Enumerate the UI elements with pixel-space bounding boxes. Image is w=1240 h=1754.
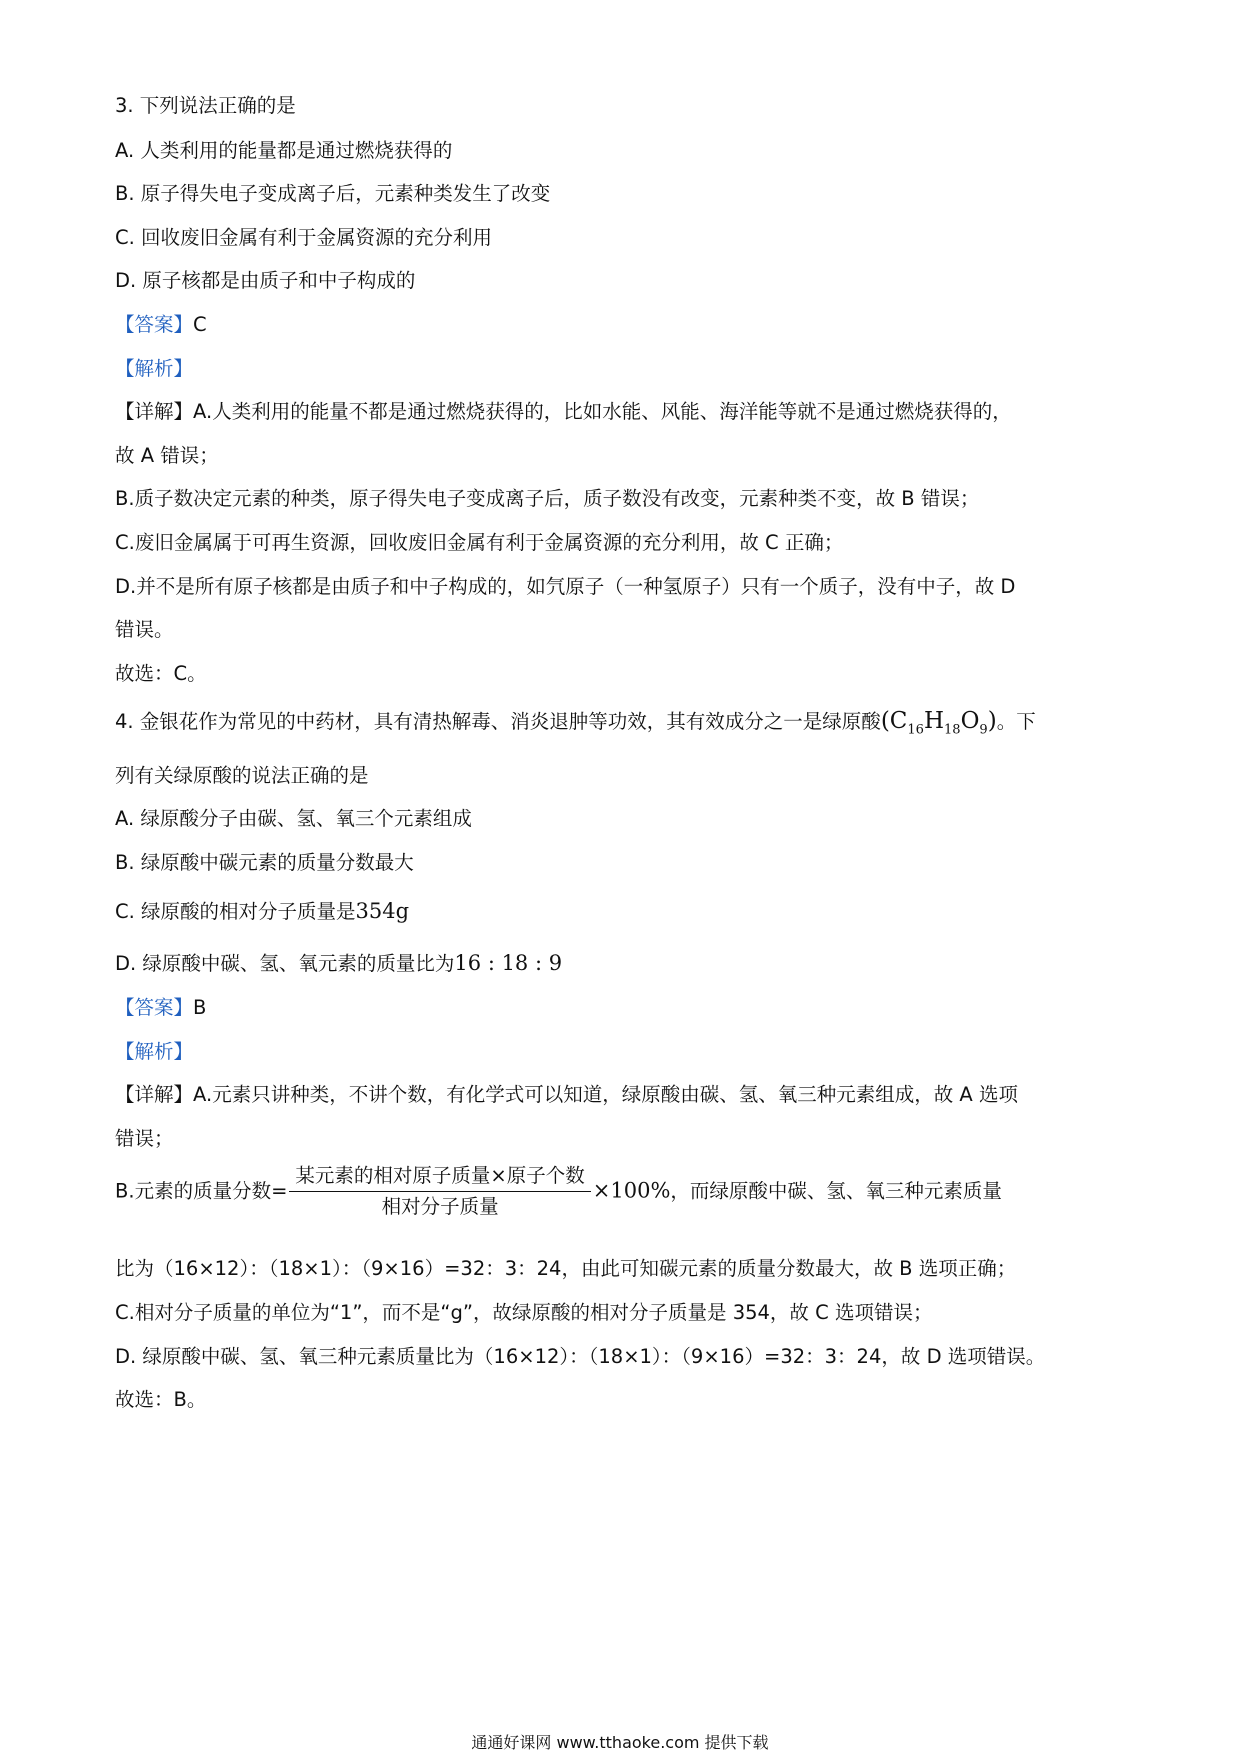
q4-analysis-tag: 【解析】 bbox=[115, 1040, 194, 1063]
q4-detail-c: C.相对分子质量的单位为“1”，而不是“g”，故绿原酸的相对分子质量是 354，故 C 选项错误； bbox=[115, 1301, 933, 1324]
q4-detail-b-formula bbox=[115, 1164, 1002, 1220]
q4-answer-line bbox=[115, 996, 206, 1020]
answer-tag: 【答案】 bbox=[115, 996, 194, 1019]
answer-tag: 【答案】 bbox=[115, 313, 194, 336]
q4-stem-cont: 列有关绿原酸的说法正确的是 bbox=[115, 764, 369, 787]
q4-option-a: A. 绿原酸分子由碳、氢、氧三个元素组成 bbox=[115, 807, 472, 830]
chemical-formula: $(C_{16}H_{18}O_9)$ bbox=[880, 708, 997, 738]
fraction-numerator: 某元素的相对原子质量×原子个数 bbox=[289, 1164, 590, 1192]
q3-detail-a bbox=[115, 400, 1012, 424]
q4-detail-a-cont: 错误； bbox=[115, 1127, 174, 1150]
mass-fraction-formula bbox=[289, 1164, 590, 1220]
detail-b-mid: ，而绿原酸中碳、氢、氧三种元素质量 bbox=[670, 1179, 1002, 1203]
page-footer: 通通好课网 www.tthaoke.com 提供下载 bbox=[471, 1733, 769, 1752]
q3-answer-line bbox=[115, 313, 207, 337]
q4-option-d: D. 绿原酸中碳、氢、氧元素的质量比为16 : 18 : 9 bbox=[115, 951, 563, 975]
answer-value: C bbox=[193, 313, 207, 336]
answer-value: B bbox=[193, 996, 207, 1019]
detail-b-prefix: B.元素的质量分数= bbox=[115, 1179, 288, 1203]
detail-tag: 【详解】 bbox=[115, 1083, 194, 1106]
option-c-value: 354g bbox=[355, 899, 410, 923]
detail-text: A.元素只讲种类，不讲个数，有化学式可以知道，绿原酸由碳、氢、氧三种元素组成，故 A 选项 bbox=[193, 1083, 1018, 1106]
detail-text: A.人类利用的能量不都是通过燃烧获得的，比如水能、风能、海洋能等就不是通过燃烧获得的， bbox=[193, 400, 1012, 423]
fraction-denominator: 相对分子质量 bbox=[381, 1195, 499, 1219]
q3-analysis-tag: 【解析】 bbox=[115, 357, 194, 380]
q3-detail-d: D.并不是所有原子核都是由质子和中子构成的，如氕原子（一种氢原子）只有一个质子，没有中子，故 D bbox=[115, 575, 1016, 598]
q3-detail-a-cont: 故 A 错误； bbox=[115, 444, 219, 467]
q4-detail-a bbox=[115, 1083, 1018, 1107]
q4-stem-tail: 。下 bbox=[996, 710, 1036, 733]
q3-detail-d-cont: 错误。 bbox=[115, 618, 174, 641]
q4-detail-b-cont: 比为（16×12）：（18×1）：（9×16）=32：3：24，由此可知碳元素的质量分数最大，故 B 选项正确； bbox=[115, 1257, 1017, 1280]
q3-detail-b: B.质子数决定元素的种类，原子得失电子变成离子后，质子数没有改变，元素种类不变，故 B 错误； bbox=[115, 487, 980, 510]
q4-option-b: B. 绿原酸中碳元素的质量分数最大 bbox=[115, 851, 414, 874]
detail-tag: 【详解】 bbox=[115, 400, 194, 423]
q3-option-d: D. 原子核都是由质子和中子构成的 bbox=[115, 269, 416, 292]
q4-choose: 故选：B。 bbox=[115, 1388, 207, 1411]
q4-detail-d: D. 绿原酸中碳、氢、氧三种元素质量比为（16×12）：（18×1）：（9×16）=32：3：24，故 D 选项错误。 bbox=[115, 1345, 1046, 1368]
fraction-suffix: ×100% bbox=[592, 1178, 671, 1203]
q3-option-a: A. 人类利用的能量都是通过燃烧获得的 bbox=[115, 139, 453, 162]
q3-stem: 3. 下列说法正确的是 bbox=[115, 94, 296, 117]
q3-option-b: B. 原子得失电子变成离子后，元素种类发生了改变 bbox=[115, 182, 551, 205]
q3-choose: 故选：C。 bbox=[115, 662, 207, 685]
q3-detail-c: C.废旧金属属于可再生资源，回收废旧金属有利于金属资源的充分利用，故 C 正确； bbox=[115, 531, 844, 554]
q4-stem bbox=[115, 707, 1036, 739]
option-d-value: 16 : 18 : 9 bbox=[454, 951, 563, 975]
q4-option-c: C. 绿原酸的相对分子质量是354g bbox=[115, 899, 410, 923]
q3-option-c: C. 回收废旧金属有利于金属资源的充分利用 bbox=[115, 226, 493, 249]
q4-stem-text: 4. 金银花作为常见的中药材，具有清热解毒、消炎退肿等功效，其有效成分之一是绿原酸 bbox=[115, 710, 881, 733]
